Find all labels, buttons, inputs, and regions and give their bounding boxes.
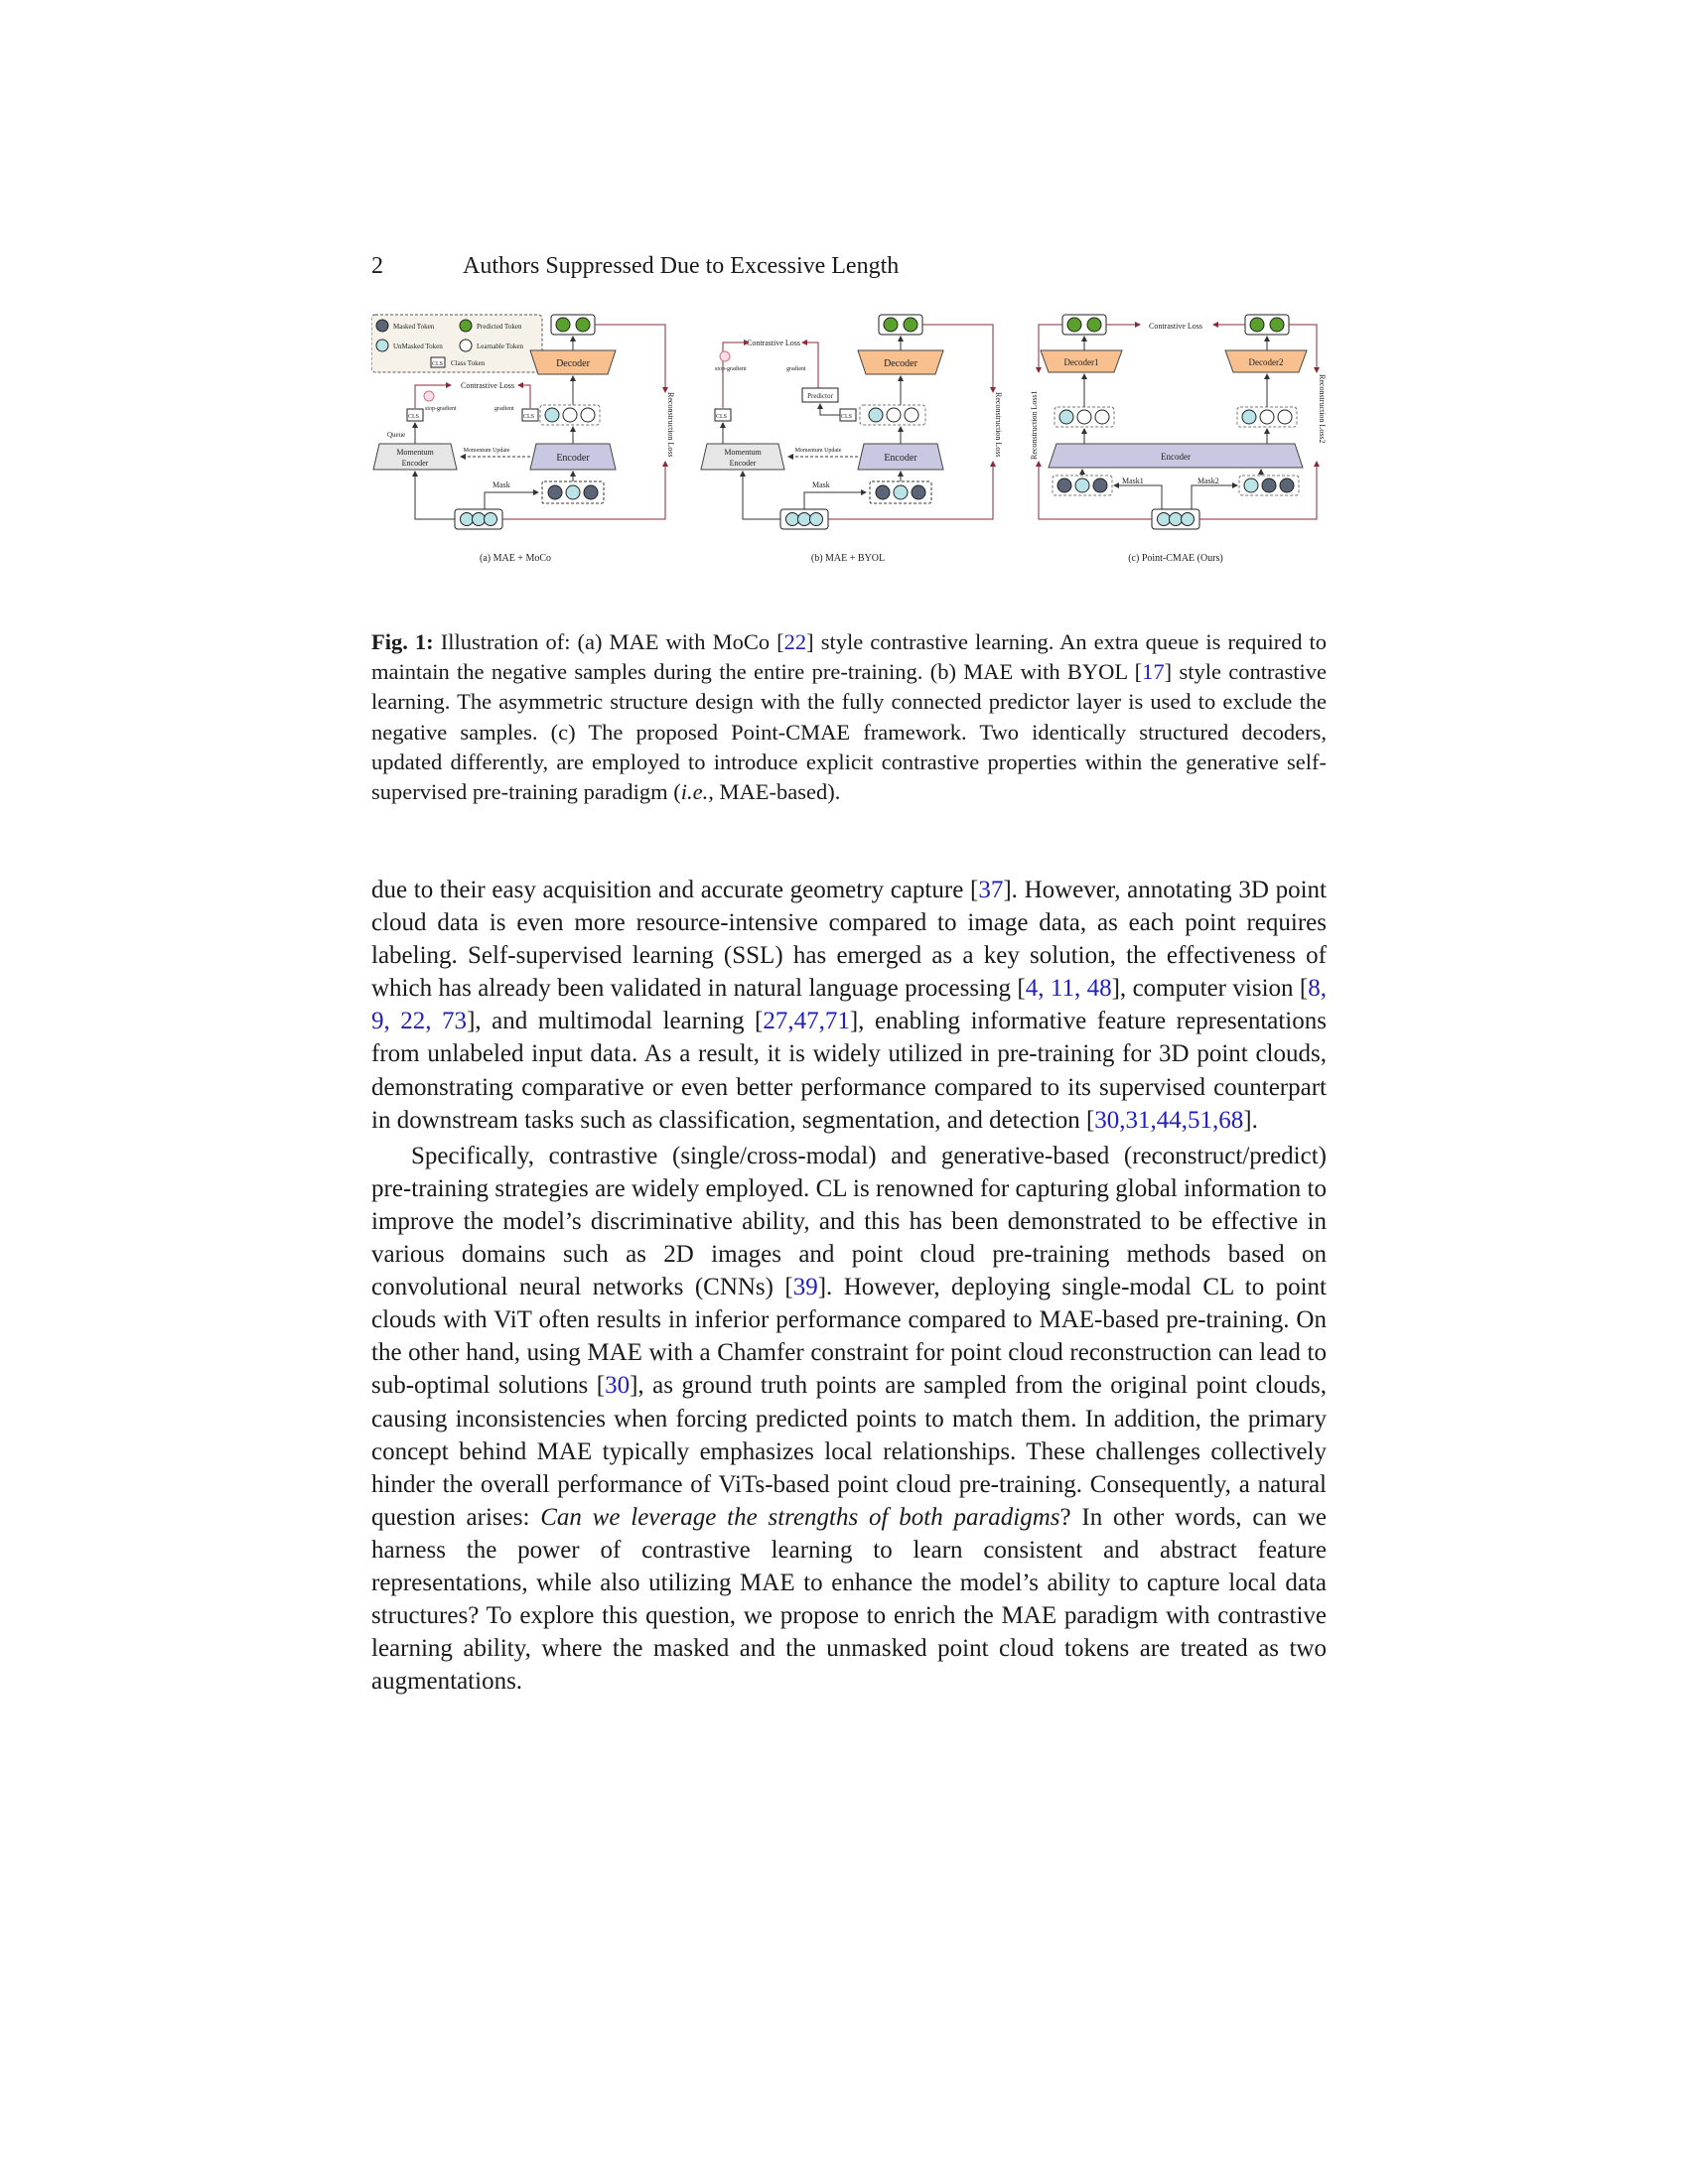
legend-predicted: Predicted Token [477, 323, 522, 331]
figure-caption [371, 627, 1327, 807]
masked-token-icon [376, 320, 388, 332]
momentum-encoder-label: Momentum [724, 448, 762, 457]
figure-label: Fig. 1: [371, 629, 434, 654]
gradient-label: gradient [494, 406, 514, 412]
caption-text: Illustration of: (a) MAE with MoCo [ [433, 629, 784, 654]
momentum-encoder-label: Encoder [729, 459, 757, 468]
decoder1-label: Decoder1 [1063, 357, 1099, 367]
predicted-token-icon [460, 320, 472, 332]
citation-link[interactable]: 17 [1142, 659, 1165, 685]
legend-learnable: Learnable Token [477, 342, 523, 350]
mask2-label: Mask2 [1197, 477, 1219, 485]
panel-b-caption: (b) MAE + BYOL [810, 553, 886, 564]
momentum-update-label: Momentum Update [794, 448, 842, 454]
panel-a-caption: (a) MAE + MoCo [479, 553, 552, 564]
citation-link[interactable]: 30 [605, 1372, 631, 1400]
encoder-label: Encoder [884, 453, 917, 464]
citation-link[interactable]: 30,31,44,51,68 [1094, 1106, 1244, 1134]
citation-link[interactable]: 4, 11, 48 [1025, 975, 1112, 1003]
text: ], and multimodal learning [ [467, 1008, 764, 1035]
contrastive-loss-label: Contrastive Loss [747, 339, 800, 347]
paragraph-1 [371, 874, 1327, 1137]
momentum-update-label: Momentum Update [463, 448, 510, 454]
mask-label: Mask [492, 480, 510, 489]
contrastive-loss-label: Contrastive Loss [1149, 322, 1202, 331]
italic-question: Can we leverage the strengths of both paradigms [540, 1503, 1060, 1531]
text: ]. [1243, 1106, 1258, 1134]
citation-link[interactable]: 37 [978, 877, 1004, 903]
caption-text: , MAE-based). [708, 779, 841, 805]
legend-cls-box: CLS [432, 361, 444, 367]
cls-label: CLS [523, 414, 535, 420]
caption-text: ] style contrastive learning. The asymmetric structure design with the fully connected predictor layer is used to exclude the negative samples. (c) The proposed Point-CMAE framework. Two identically structured decoders, updated differently, are employed to introduce explicit contrastive properties within the generative self-supervised pre-training paradigm ( [371, 659, 1327, 805]
decoder-label: Decoder [884, 358, 917, 369]
legend-cls: Class Token [451, 359, 486, 367]
decoder2-label: Decoder2 [1248, 357, 1284, 367]
citation-link[interactable]: 22 [783, 629, 807, 654]
decoder-label: Decoder [556, 358, 590, 369]
page-number: 2 [371, 253, 383, 279]
reconstruction-loss-label: Reconstruction Loss [666, 392, 675, 458]
gradient-label: gradient [786, 366, 806, 372]
cls-label: CLS [841, 414, 853, 420]
text: due to their easy acquisition and accurate geometry capture [ [371, 877, 979, 903]
stop-gradient-label: stop-gradient [715, 366, 747, 372]
contrastive-loss-label: Contrastive Loss [461, 381, 514, 390]
learnable-token-icon [460, 340, 472, 351]
citation-link[interactable]: 39 [792, 1274, 818, 1301]
panel-c [1030, 315, 1327, 564]
momentum-encoder-label: Encoder [401, 459, 429, 468]
panel-b [701, 315, 1003, 564]
figure-1 [371, 313, 1327, 611]
cls-label: CLS [408, 414, 420, 420]
predictor-label: Predictor [807, 392, 833, 400]
mask1-label: Mask1 [1122, 477, 1144, 485]
panel-c-caption: (c) Point-CMAE (Ours) [1128, 553, 1223, 564]
momentum-encoder-label: Momentum [396, 448, 434, 457]
legend-masked: Masked Token [393, 323, 435, 331]
caption-text: ] style contrastive learning. An extra queue is required to maintain the negative samples during the entire pre-training. (b) MAE with BYOL [ [371, 629, 1327, 685]
stop-gradient-icon [424, 391, 434, 401]
body-text [371, 874, 1327, 1698]
text: ? In other words, can we harness the power of contrastive learning to learn consistent and abstract feature representations, while also utilizing MAE to enhance the model’s ability to capture local data structures? To explore this question, we propose to enrich the MAE paradigm with contrastive learning ability, where the masked and the unmasked point cloud tokens are treated as two augmentations. [371, 1503, 1327, 1696]
figure-diagram [371, 313, 1327, 611]
text: ], computer vision [ [1111, 975, 1309, 1003]
reconstruction-loss-label: Reconstruction Loss [994, 392, 1003, 458]
mask-label: Mask [812, 480, 830, 489]
reconstruction-loss2-label: Reconstruction Loss2 [1318, 374, 1327, 444]
running-title: Authors Suppressed Due to Excessive Length [463, 253, 900, 279]
text: ]. However, deploying single-modal CL to point clouds with ViT often results in inferior performance compared to MAE-based pre-training. On the other hand, using MAE with a Chamfer constraint for point cloud reconstruction can lead to sub-optimal solutions [ [371, 1274, 1327, 1400]
stop-gradient-icon [720, 351, 730, 361]
paragraph-2 [371, 1140, 1327, 1699]
citation-link[interactable]: 27,47,71 [763, 1008, 850, 1035]
text: ]. However, annotating 3D point cloud data is even more resource-intensive compared to image data, as each point requires labeling. Self-supervised learning (SSL) has emerged as a key solution, the effectiveness of which has already been validated in natural language processing [ [371, 877, 1327, 1003]
citation-link[interactable]: 8, 9, 22, 73 [371, 975, 1327, 1035]
text: Specifically, contrastive (single/cross-modal) and generative-based (reconstruct/predict) pre-training strategies are widely employed. CL is renowned for capturing global information to improve the model’s discriminative ability, and this has been demonstrated to be effective in various domains such as 2D images and point cloud pre-training methods based on convolutional neural networks (CNNs) [ [371, 1142, 1327, 1301]
queue-label: Queue [387, 431, 406, 439]
panel-a [371, 315, 675, 564]
cls-label: CLS [716, 414, 728, 420]
text: ], as ground truth points are sampled from the original point clouds, causing inconsistencies when forcing predicted points to match them. In addition, the primary concept behind MAE typically emphasizes local relationships. These challenges collectively hinder the overall performance of ViTs-based point cloud pre-training. Consequently, a natural question arises: [371, 1372, 1327, 1531]
caption-italic: i.e. [680, 779, 709, 805]
legend-unmasked: UnMasked Token [393, 342, 443, 350]
encoder-label: Encoder [556, 453, 590, 464]
encoder-label: Encoder [1161, 452, 1191, 462]
text: ], enabling informative feature representations from unlabeled input data. As a result, it is widely utilized in pre-training for 3D point clouds, demonstrating comparative or even better performance compared to its supervised counterpart in downstream tasks such as classification, segmentation, and detection [ [371, 1008, 1327, 1134]
reconstruction-loss1-label: Reconstruction Loss1 [1030, 390, 1039, 460]
stop-gradient-label: stop-gradient [425, 406, 457, 412]
unmasked-token-icon [376, 340, 388, 351]
